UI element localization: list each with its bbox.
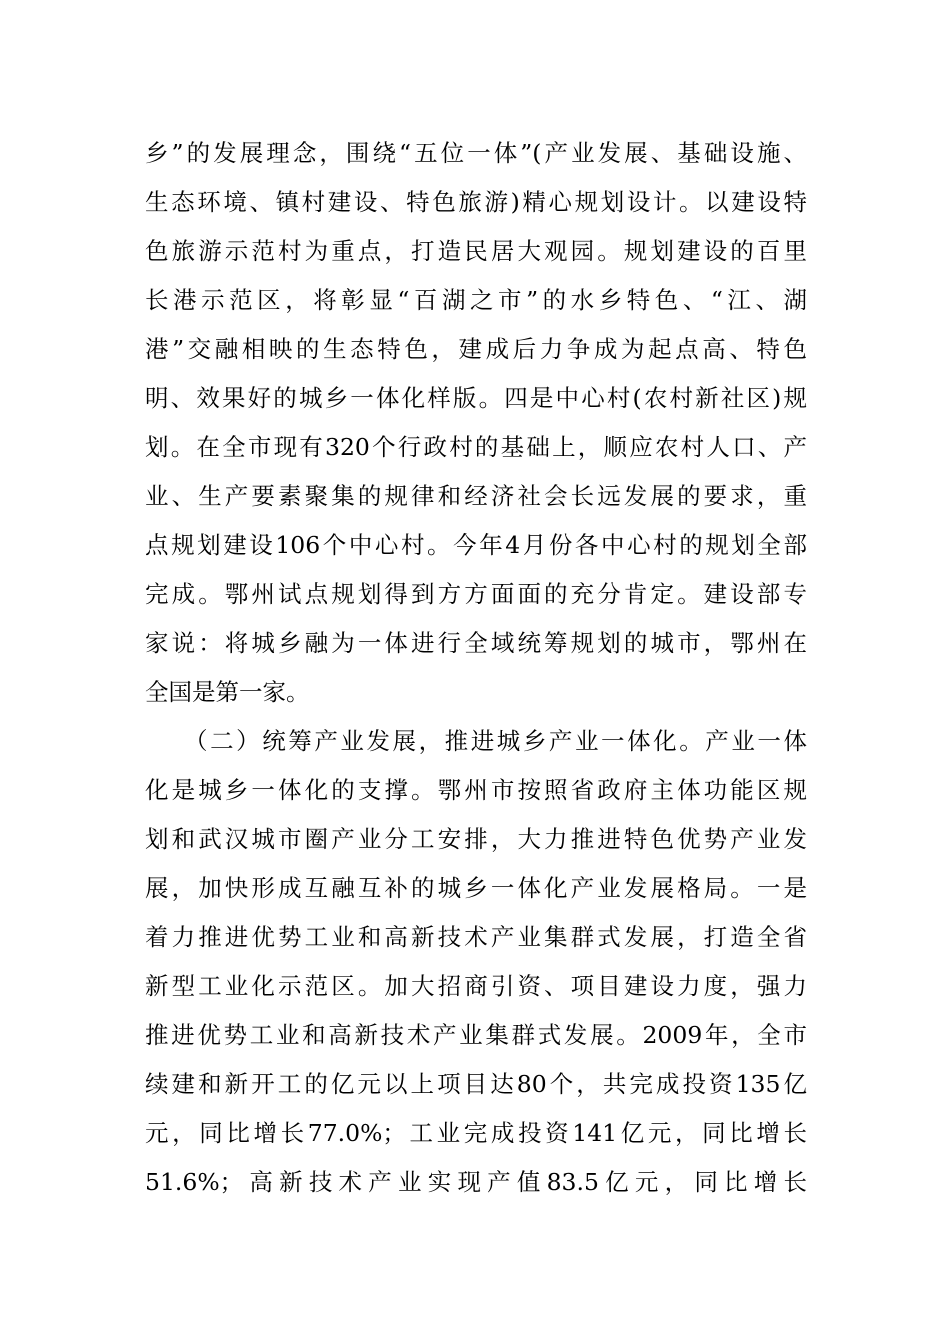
body-text-line: 化是城乡一体化的支撑。鄂州市按照省政府主体功能区规 — [145, 776, 807, 804]
body-text-line: 续建和新开工的亿元以上项目达80个，共完成投资135亿 — [145, 1070, 807, 1098]
body-text-line: 新型工业化示范区。加大招商引资、项目建设力度，强力 — [145, 972, 807, 1000]
body-text-line: 着力推进优势工业和高新技术产业集群式发展，打造全省 — [145, 923, 807, 951]
body-text-line: 划。在全市现有320个行政村的基础上，顺应农村人口、产 — [145, 433, 807, 461]
body-text-line: 港”交融相映的生态特色，建成后力争成为起点高、特色 — [145, 335, 807, 363]
body-text-line: 展，加快形成互融互补的城乡一体化产业发展格局。一是 — [145, 874, 807, 902]
body-text-line: 完成。鄂州试点规划得到方方面面的充分肯定。建设部专 — [145, 580, 807, 608]
body-text-line: 全国是第一家。 — [145, 678, 310, 706]
body-text-line: 点规划建设106个中心村。今年4月份各中心村的规划全部 — [145, 531, 807, 559]
body-text-line: 生态环境、镇村建设、特色旅游)精心规划设计。以建设特 — [145, 188, 807, 216]
body-text-line: 划和武汉城市圈产业分工安排，大力推进特色优势产业发 — [145, 825, 807, 853]
body-text-line: 51.6%；高新技术产业实现产值83.5亿元，同比增长 — [145, 1168, 807, 1196]
body-text-line: 元，同比增长77.0%；工业完成投资141亿元，同比增长 — [145, 1119, 807, 1147]
body-text-line: 长港示范区，将彰显“百湖之市”的水乡特色、“江、湖 — [145, 286, 807, 314]
body-text-line: 乡”的发展理念，围绕“五位一体”(产业发展、基础设施、 — [145, 139, 807, 167]
body-text-line: 业、生产要素聚集的规律和经济社会长远发展的要求，重 — [145, 482, 807, 510]
body-text-line: 色旅游示范村为重点，打造民居大观园。规划建设的百里 — [145, 237, 807, 265]
section-heading-line: （二）统筹产业发展，推进城乡产业一体化。产业一体 — [184, 727, 807, 755]
body-text-line: 家说：将城乡融为一体进行全域统筹规划的城市，鄂州在 — [145, 629, 807, 657]
body-text-line: 推进优势工业和高新技术产业集群式发展。2009年，全市 — [145, 1021, 807, 1049]
body-text-line: 明、效果好的城乡一体化样版。四是中心村(农村新社区)规 — [145, 384, 807, 412]
